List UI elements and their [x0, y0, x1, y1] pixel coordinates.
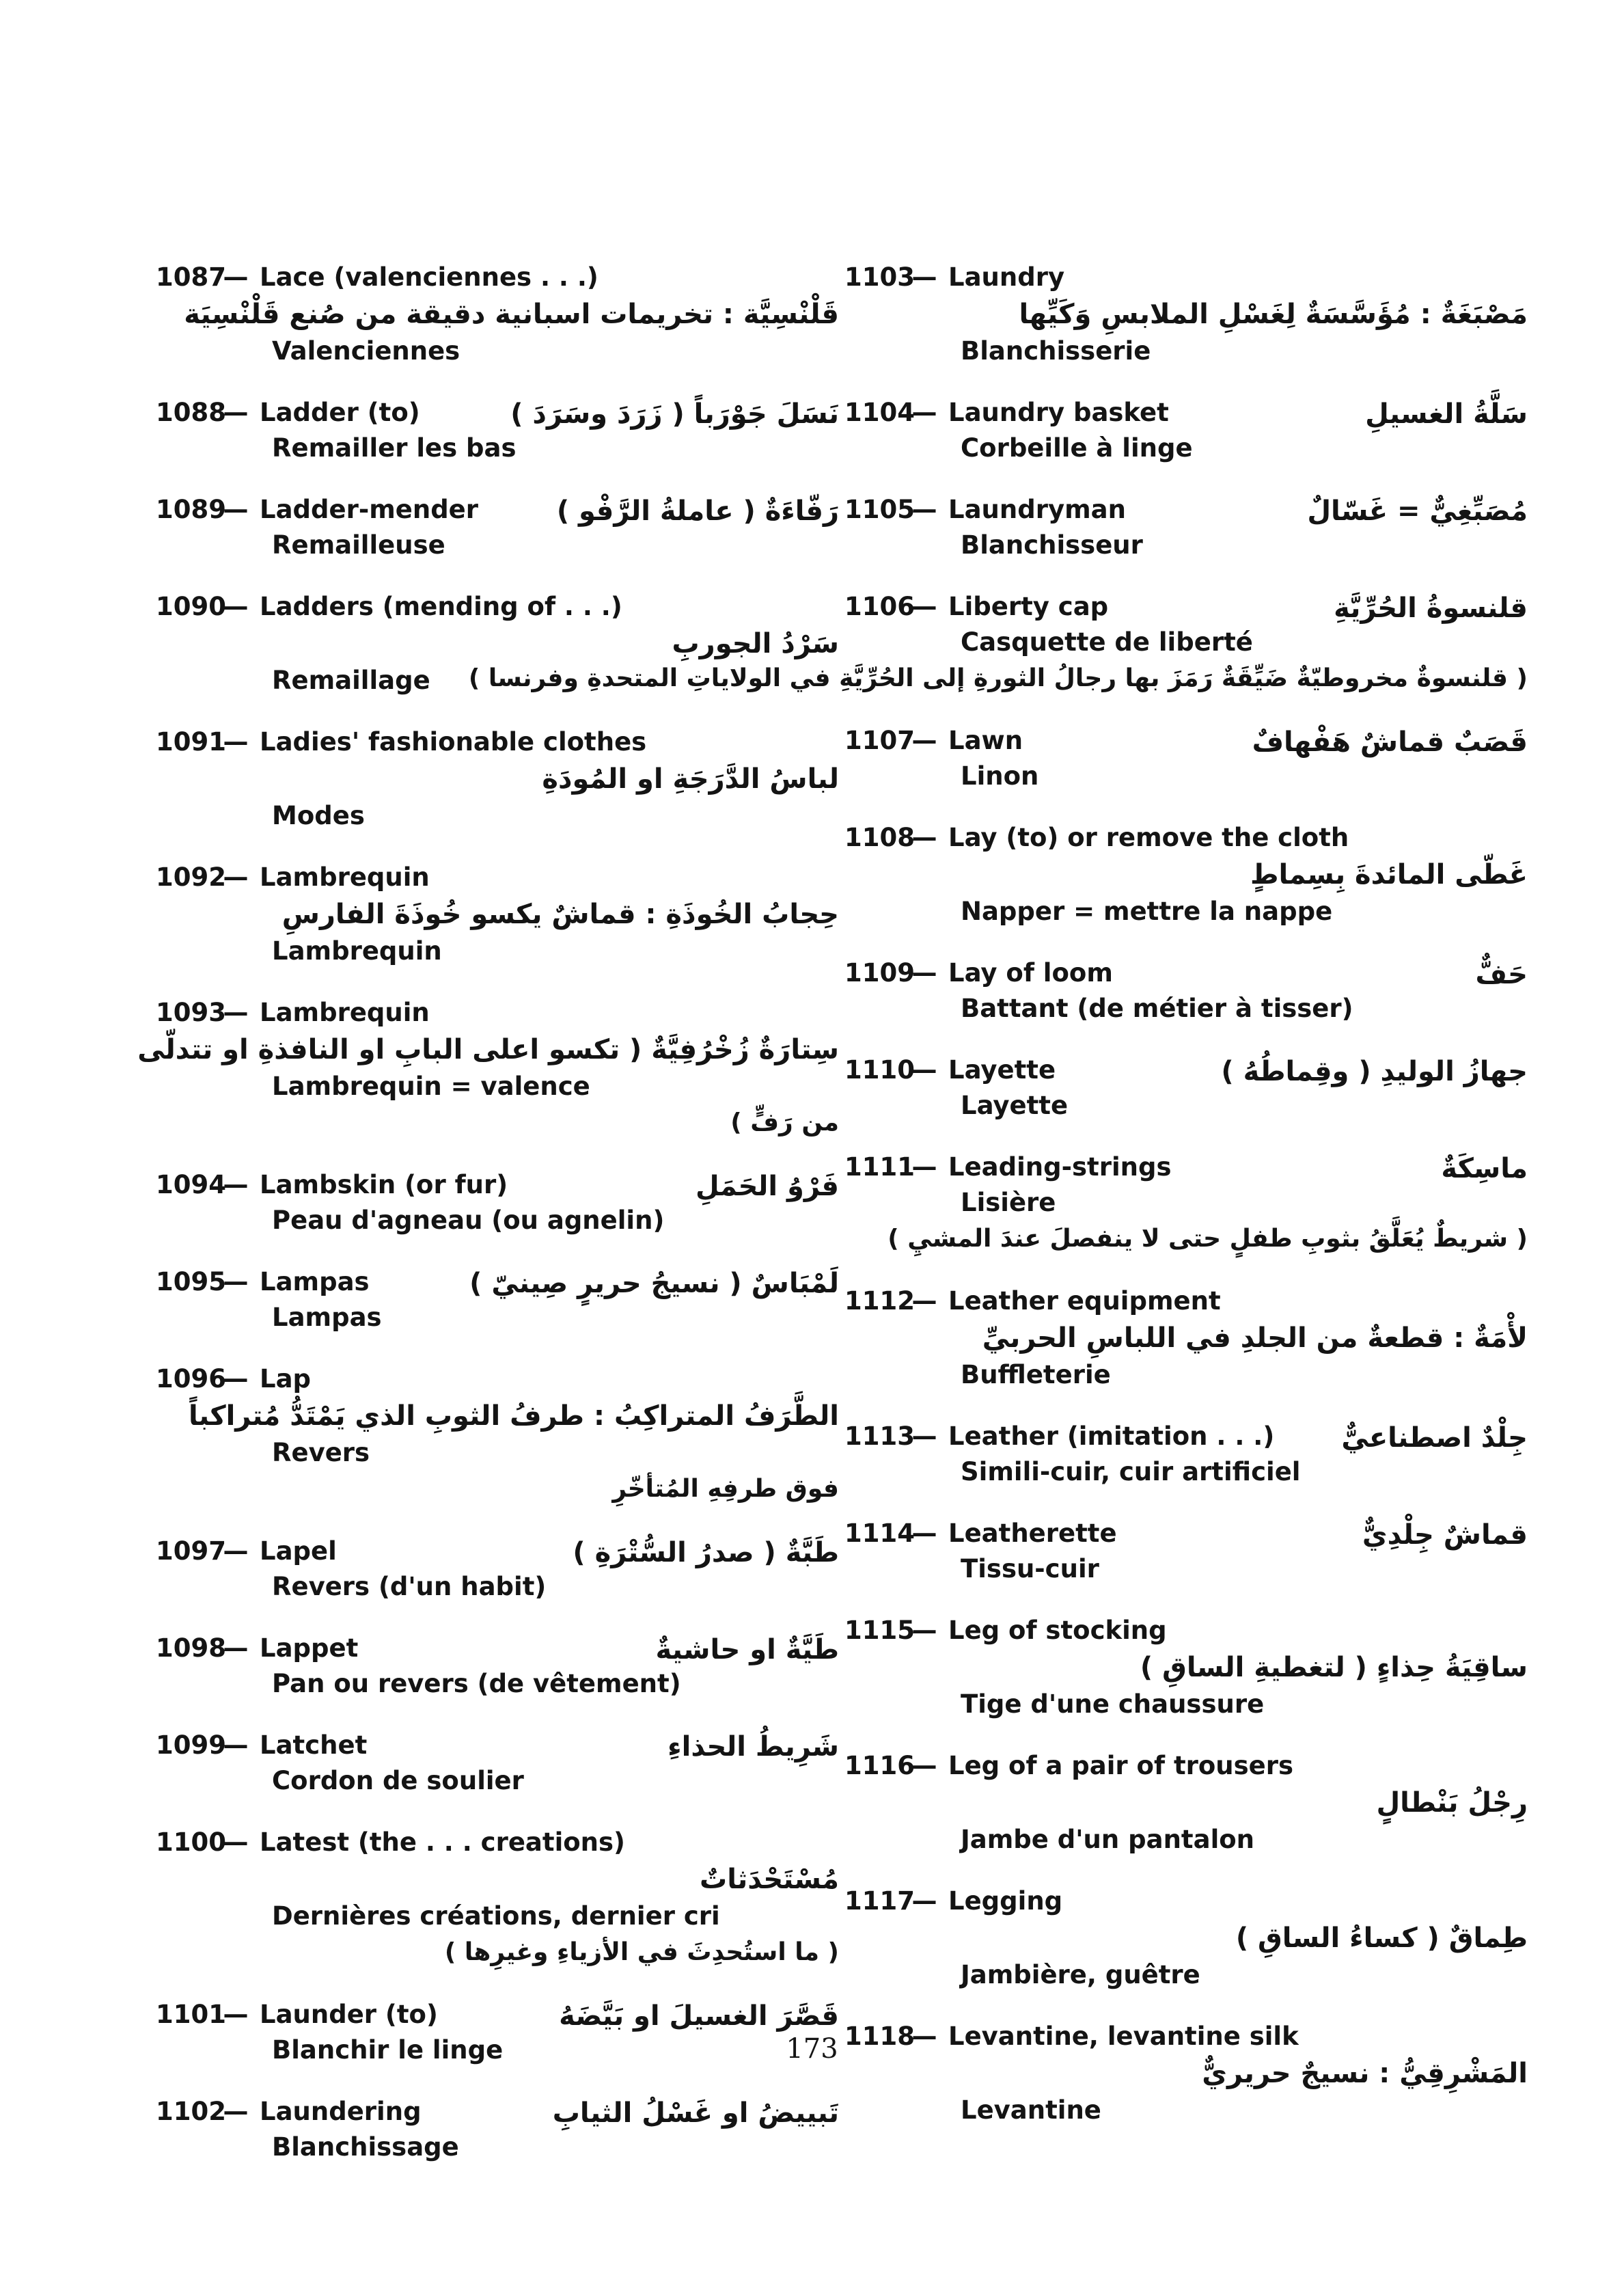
entry-english-term: Laundering [260, 2097, 422, 2126]
entry-dash: — [911, 2022, 937, 2051]
dictionary-entry [844, 1052, 1528, 1124]
entry-arabic-translation: سِتارَةٌ زُخْرُفِيَّةٌ ( تكسو اعلى البابِ او النافذةِ او تتدلّى [137, 1034, 839, 1065]
entry-arabic-translation: ساقِيَةُ حِذاءٍ ( لتغطيةِ الساقِ ) [1140, 1652, 1528, 1683]
dictionary-entry [844, 1283, 1528, 1393]
entry-arabic-translation: نَسَلَ جَوْرَباً ( زَرَدَ وسَرَدَ ) [510, 398, 839, 430]
entry-arabic-translation: رَفّاءَةٌ ( عاملةُ الرَّفْو ) [556, 495, 839, 527]
entry-number: 1090 [156, 592, 226, 621]
entry-english-term: Leather (imitation . . .) [948, 1422, 1275, 1451]
entry-arabic-translation: قَلْنْسِيَّة : تخريمات اسبانية دقيقة من صُنع قَلْنْسِيَة [184, 299, 839, 330]
dictionary-entry [844, 1150, 1528, 1257]
entry-french-translation: Jambe d'un pantalon [961, 1825, 1255, 1854]
dictionary-entry [844, 260, 1528, 369]
entry-english-term: Liberty cap [948, 592, 1109, 621]
entry-dash: — [911, 1519, 937, 1548]
entry-arabic-translation: طَيَّةٌ او حاشيةٌ [655, 1634, 839, 1666]
entry-headline [844, 1748, 1528, 1784]
entry-arabic-translation: مَصْبَغَةٌ : مُؤَسَّسَةٌ لِغَسْلِ الملابسِ وَكَيِّها [1019, 299, 1528, 330]
entry-english-term: Legging [948, 1886, 1063, 1916]
entry-number: 1096 [156, 1364, 226, 1393]
entry-dash: — [911, 495, 937, 524]
entry-headline [156, 589, 839, 625]
entry-number: 1089 [156, 495, 226, 524]
entry-arabic-translation: قلنسوةُ الحُرِّيَّةِ [1334, 593, 1528, 624]
entry-arabic-translation: حَفٌّ [1475, 959, 1528, 990]
entry-number: 1100 [156, 1827, 226, 1857]
entry-english-term: Lawn [948, 726, 1023, 755]
entry-french-translation: Tissu-cuir [961, 1554, 1099, 1583]
dictionary-entry [844, 1516, 1528, 1587]
entry-english-term: Latchet [260, 1730, 368, 1760]
entry-number: 1102 [156, 2097, 226, 2126]
entry-number: 1112 [844, 1286, 915, 1316]
entry-headline [156, 260, 839, 295]
entry-english-term: Leading-strings [948, 1152, 1172, 1182]
entry-dash: — [911, 726, 937, 755]
entry-number: 1115 [844, 1616, 915, 1645]
dictionary-entry [156, 1534, 839, 1605]
entry-headline [844, 955, 1528, 991]
left-column [137, 260, 839, 2191]
entry-number: 1109 [844, 958, 915, 988]
entry-english-term: Ladder-mender [260, 495, 479, 524]
entry-english-term: Laundryman [948, 495, 1126, 524]
entry-headline [844, 1283, 1528, 1319]
entry-dash: — [223, 1633, 249, 1663]
entry-english-term: Leg of stocking [948, 1616, 1167, 1645]
entry-arabic-translation: حِجابُ الخُوذَةِ : قماشٌ يكسو خُوذَةَ الفارسِ [281, 899, 839, 930]
entry-english-term: Lambskin (or fur) [260, 1170, 508, 1199]
entry-dash: — [911, 1422, 937, 1451]
entry-dash: — [911, 958, 937, 988]
entry-english-term: Levantine, levantine silk [948, 2022, 1299, 2051]
entry-french-translation: Blanchisseur [961, 530, 1143, 560]
entry-dash: — [223, 727, 249, 757]
entry-dash: — [223, 998, 249, 1027]
entry-number: 1106 [844, 592, 915, 621]
entry-french-translation: Remaillage [272, 666, 430, 695]
entry-english-term: Lapel [260, 1536, 337, 1566]
dictionary-entry [156, 260, 839, 369]
dictionary-entry [844, 492, 1528, 563]
entry-french-translation: Lambrequin = valence [272, 1072, 590, 1101]
dictionary-entry [156, 1167, 839, 1238]
entry-french-translation: Modes [272, 801, 365, 830]
entry-french-translation: Corbeille à linge [961, 433, 1193, 463]
dictionary-entry [844, 723, 1528, 794]
entry-english-term: Lampas [260, 1267, 370, 1296]
entry-french-translation: Lisière [961, 1188, 1056, 1217]
entry-number: 1107 [844, 726, 915, 755]
entry-number: 1088 [156, 398, 226, 427]
entry-arabic-translation: طِماقٌ ( كساءُ الساقِ ) [1235, 1922, 1528, 1954]
entry-arabic-translation: شَرِيطُ الحذاءِ [668, 1731, 839, 1763]
dictionary-entry [137, 995, 839, 1141]
entry-dash: — [911, 1152, 937, 1182]
entry-english-term: Leg of a pair of trousers [948, 1751, 1294, 1780]
entry-dash: — [223, 592, 249, 621]
entry-number: 1114 [844, 1519, 915, 1548]
entry-headline [156, 1361, 839, 1397]
entry-headline [844, 260, 1528, 295]
entry-dash: — [223, 262, 249, 292]
entry-number: 1104 [844, 398, 915, 427]
entry-french-translation: Casquette de liberté [961, 627, 1253, 657]
entry-french-translation: Cordon de soulier [272, 1766, 524, 1795]
entry-dash: — [223, 1170, 249, 1199]
entry-french-translation: Valenciennes [272, 336, 460, 366]
entry-french-translation: Blanchir le linge [272, 2035, 504, 2065]
entry-dash: — [223, 862, 249, 892]
entry-arabic-note: ( شريطٌ يُعَلَّقُ بثوبِ طفلٍ حتى لا ينفصلَ عندَ المشيِ ) [887, 1225, 1528, 1253]
entry-number: 1095 [156, 1267, 226, 1296]
entry-french-translation: Remailleuse [272, 530, 445, 560]
dictionary-entry [156, 395, 839, 466]
entry-arabic-translation: جِلْدٌ اصطناعيٌّ [1341, 1422, 1528, 1454]
entry-english-term: Latest (the . . . creations) [260, 1827, 625, 1857]
entry-headline [844, 820, 1528, 856]
entry-dash: — [223, 1536, 249, 1566]
dictionary-entry [844, 955, 1528, 1027]
entry-english-term: Laundry [948, 262, 1065, 292]
entry-number: 1099 [156, 1730, 226, 1760]
dictionary-entry [156, 2094, 839, 2165]
entry-dash: — [223, 1827, 249, 1857]
entry-dash: — [911, 1751, 937, 1780]
entry-french-translation: Revers (d'un habit) [272, 1572, 547, 1601]
entry-english-term: Ladders (mending of . . .) [260, 592, 622, 621]
entry-number: 1117 [844, 1886, 915, 1916]
dictionary-entry [156, 1728, 839, 1799]
entry-headline [156, 1825, 839, 1860]
entry-arabic-translation: الطَّرَفُ المتراكِبُ : طرفُ الثوبِ الذي يَمْتَدُّ مُتراكباً [188, 1400, 839, 1432]
entry-arabic-translation: لأْمَةٌ : قطعةٌ من الجلدِ في اللباسِ الحربيِّ [982, 1322, 1528, 1354]
dictionary-entry [844, 1419, 1528, 1490]
entry-number: 1118 [844, 2022, 915, 2051]
entry-number: 1108 [844, 823, 915, 852]
entry-french-translation: Tige d'une chaussure [961, 1689, 1265, 1719]
entry-french-translation: Peau d'agneau (ou agnelin) [272, 1206, 665, 1235]
entry-english-term: Lambrequin [260, 998, 430, 1027]
dictionary-entry [156, 1631, 839, 1702]
dictionary-entry [844, 395, 1528, 466]
entry-number: 1111 [844, 1152, 915, 1182]
entry-english-term: Ladies' fashionable clothes [260, 727, 647, 757]
entry-french-translation: Revers [272, 1438, 370, 1467]
entry-number: 1103 [844, 262, 915, 292]
entry-arabic-translation: ماسِكَةٌ [1441, 1153, 1528, 1184]
entry-number: 1092 [156, 862, 226, 892]
entry-french-translation: Pan ou revers (de vêtement) [272, 1669, 681, 1698]
entry-english-term: Lambrequin [260, 862, 430, 892]
dictionary-entry [844, 820, 1528, 929]
dictionary-entry [156, 1361, 839, 1508]
entry-french-translation: Buffleterie [961, 1360, 1111, 1389]
entry-french-translation: Battant (de métier à tisser) [961, 994, 1353, 1023]
entry-headline [844, 1613, 1528, 1648]
entry-arabic-translation: سَلَّةُ الغسيلِ [1365, 398, 1528, 430]
entry-arabic-translation: قماشٌ جِلْدِيٌّ [1362, 1519, 1528, 1551]
entry-french-translation: Jambière, guêtre [961, 1960, 1200, 1989]
entry-arabic-note: من رَفٍّ ) [730, 1109, 839, 1137]
entry-english-term: Layette [948, 1055, 1056, 1085]
entry-dash: — [223, 2000, 249, 2029]
entry-french-translation: Remailler les bas [272, 433, 517, 463]
dictionary-entry [844, 1884, 1528, 1993]
entry-arabic-translation: فَرْوُ الحَمَلِ [696, 1171, 839, 1202]
page-number: 173 [786, 2033, 838, 2065]
entry-arabic-translation: لَمْبَاسٌ ( نسيجُ حريرٍ صِينيّ ) [469, 1268, 839, 1299]
entry-french-translation: Dernières créations, dernier cri [272, 1901, 720, 1931]
dictionary-entry [156, 492, 839, 563]
entry-english-term: Launder (to) [260, 2000, 438, 2029]
entry-number: 1105 [844, 495, 915, 524]
entry-arabic-translation: سَرْدُ الجوربِ [672, 628, 839, 660]
entry-english-term: Lay of loom [948, 958, 1113, 988]
dictionary-entry [844, 1613, 1528, 1722]
entry-dash: — [223, 398, 249, 427]
entry-dash: — [911, 823, 937, 852]
entry-number: 1087 [156, 262, 226, 292]
entry-french-translation: Lampas [272, 1303, 382, 1332]
entry-number: 1101 [156, 2000, 226, 2029]
entry-french-translation: Blanchissage [272, 2132, 459, 2162]
entry-arabic-translation: لباسُ الدَّرَجَةِ او المُودَةِ [542, 763, 839, 795]
entry-english-term: Lay (to) or remove the cloth [948, 823, 1349, 852]
dictionary-entry [156, 1264, 839, 1335]
entry-dash: — [911, 1055, 937, 1085]
entry-arabic-translation: مُصَبِّغِيٌّ = غَسّالٌ [1307, 495, 1528, 527]
entry-english-term: Laundry basket [948, 398, 1169, 427]
entry-french-translation: Blanchisserie [961, 336, 1151, 366]
entry-english-term: Lap [260, 1364, 312, 1393]
entry-french-translation: Napper = mettre la nappe [961, 897, 1333, 926]
entry-arabic-translation: قَصَبٌ قماشٌ هَفْهافٌ [1252, 726, 1528, 758]
entry-number: 1116 [844, 1751, 915, 1780]
entry-arabic-translation: مُسْتَحْدَثاتٌ [700, 1864, 839, 1895]
entry-arabic-translation: طَبَّةٌ ( صدرُ السُّتْرَةِ ) [573, 1537, 839, 1568]
entry-french-translation: Levantine [961, 2095, 1101, 2125]
entry-french-translation: Lambrequin [272, 936, 442, 966]
entry-arabic-translation: المَشْرِقِيُّ : نسيجٌ حريريٌّ [1202, 2058, 1528, 2089]
entry-number: 1113 [844, 1422, 915, 1451]
entry-arabic-translation: جهازُ الوليدِ ( وقِماطُهُ ) [1221, 1056, 1528, 1087]
entry-french-translation: Layette [961, 1091, 1069, 1120]
entry-number: 1094 [156, 1170, 226, 1199]
entry-dash: — [223, 1730, 249, 1760]
entry-number: 1098 [156, 1633, 226, 1663]
entry-headline [156, 995, 839, 1031]
entry-dash: — [223, 495, 249, 524]
entry-dash: — [911, 592, 937, 621]
dictionary-entry [156, 860, 839, 969]
entry-arabic-translation: تَبييضُ او غَسْلُ الثيابِ [552, 2097, 839, 2129]
entry-dash: — [911, 1286, 937, 1316]
entry-arabic-note: ( قلنسوةٌ مخروطيّةٌ ضَيِّقَةٌ رَمَزَ بها رجالُ الثورةِ إلى الحُرِّيَّةِ في الولاياتِ المتحدةِ وفرنسا ) [468, 664, 1528, 692]
entry-dash: — [911, 1616, 937, 1645]
entry-french-translation: Linon [961, 761, 1039, 791]
dictionary-entry [156, 1825, 839, 1971]
entry-english-term: Lace (valenciennes . . .) [260, 262, 598, 292]
entry-arabic-translation: غَطّى المائدةَ بِسِماطٍ [1250, 859, 1528, 891]
entry-number: 1093 [156, 998, 226, 1027]
entry-dash: — [911, 262, 937, 292]
entry-headline [156, 860, 839, 895]
entry-arabic-translation: رِجْلُ بَنْطالٍ [1376, 1787, 1528, 1819]
entry-number: 1110 [844, 1055, 915, 1085]
entry-arabic-translation: قَصَّرَ الغسيلَ او بَيَّضَهُ [559, 2000, 839, 2032]
entry-french-translation: Simili-cuir, cuir artificiel [961, 1457, 1301, 1486]
entry-headline [156, 724, 839, 760]
entry-dash: — [911, 1886, 937, 1916]
entry-number: 1097 [156, 1536, 226, 1566]
entry-headline [844, 1884, 1528, 1919]
entry-dash: — [223, 1267, 249, 1296]
dictionary-entry [156, 724, 839, 834]
entry-headline [844, 1150, 1528, 1185]
entry-dash: — [911, 398, 937, 427]
entry-number: 1091 [156, 727, 226, 757]
dictionary-entry [844, 1748, 1528, 1858]
entry-english-term: Leatherette [948, 1519, 1117, 1548]
entry-english-term: Ladder (to) [260, 398, 420, 427]
entry-english-term: Lappet [260, 1633, 359, 1663]
entry-arabic-note: فوق طرفِهِ المُتأخّرِ [612, 1475, 839, 1503]
entry-english-term: Leather equipment [948, 1286, 1221, 1316]
entry-dash: — [223, 1364, 249, 1393]
entry-arabic-note: ( ما استُحدِثَ في الأزياءِ وغيرِها ) [444, 1938, 839, 1966]
entry-dash: — [223, 2097, 249, 2126]
